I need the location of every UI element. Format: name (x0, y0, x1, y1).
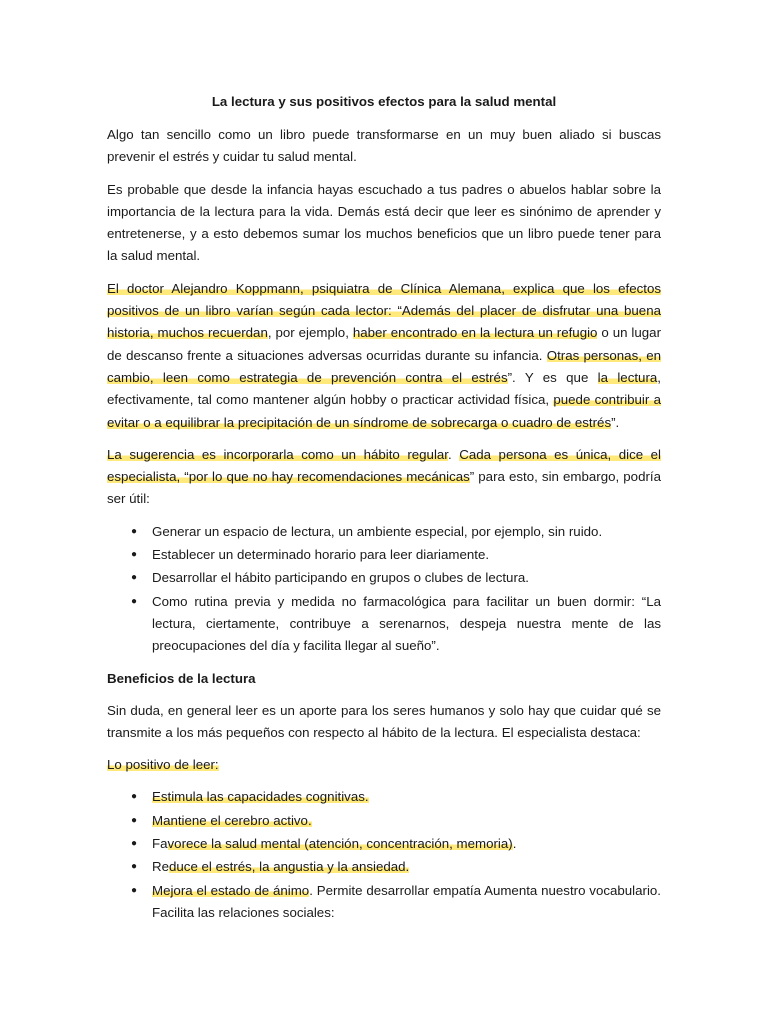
paragraph-suggestion (107, 444, 661, 511)
page-title: La lectura y sus positivos efectos para la salud mental (211, 94, 557, 109)
highlight: haber encontrado en la lectura un refugio (352, 325, 598, 341)
highlight: Mantiene el cerebro activo. (152, 812, 312, 828)
highlight: Otras personas, en cambio, leen como estrategia de prevención contra el estrés (107, 347, 661, 385)
list-item (152, 856, 661, 878)
highlight: puede contribuir a evitar o a equilibrar la precipitación de un síndrome de sobrecarga o cuadro de estrés (107, 392, 661, 430)
text-run: ”. Y es que (507, 369, 598, 385)
text-run: Re (152, 859, 169, 875)
section-heading-benefits: Beneficios de la lectura (107, 670, 256, 686)
paragraph-doctor-quote (107, 278, 661, 434)
text-run: . (512, 836, 517, 852)
text-run: Fa (152, 836, 168, 852)
tips-list (107, 521, 661, 658)
highlight: la lectura (597, 369, 658, 385)
text-run: , efectivamente, tal como mantener algún hobby o practicar actividad física, (107, 369, 661, 408)
highlight: La sugerencia es incorporarla como un hábito regular (107, 446, 448, 462)
list-item: ● Establecer un determinado horario para leer diariamente. (152, 544, 661, 566)
text-run: . (448, 446, 460, 462)
highlight: Estimula las capacidades cognitivas. (152, 789, 369, 805)
text-run: ” para esto, sin embargo, podría ser útil: (107, 469, 661, 507)
highlight: El doctor Alejandro Koppmann, psiquiatra de Clínica Alemana, explica que los efectos positivos de un libro varían según cada lector: “Además del placer de disfrutar una buena historia, muchos recuerdan (107, 280, 661, 341)
text-run: . Permite desarrollar empatía Aumenta nuestro vocabulario. Facilita las relaciones sociales: (152, 882, 661, 920)
paragraph-childhood: Es probable que desde la infancia hayas escuchado a tus padres o abuelos hablar sobre la importancia de la lectura para la vida. Demás está decir que leer es sinónimo de aprender y entretenerse, y a esto debemos sumar los muchos beneficios que un libro puede tener para la salud mental. (107, 181, 661, 264)
text-run: , por ejemplo, (267, 325, 353, 341)
paragraph-benefits: Sin duda, en general leer es un aporte para los seres humanos y solo hay que cuidar qué se transmite a los más pequeños con respecto al hábito de la lectura. El especialista destaca: (107, 702, 661, 740)
list-item: ● Como rutina previa y medida no farmacológica para facilitar un buen dormir: “La lectura, ciertamente, contribuye a serenarnos, despeja nuestra mente de las preocupaciones del día y facilita llegar al sueño”. (152, 591, 661, 658)
highlight: vorece la salud mental (atención, concentración, memoria) (167, 836, 513, 852)
list-item: ● Generar un espacio de lectura, un ambiente especial, por ejemplo, sin ruido. (152, 521, 661, 543)
text-run: o un lugar de descanso frente a situaciones adversas ocurridas durante su infancia. (107, 325, 661, 363)
positive-label (107, 754, 661, 776)
highlight: duce el estrés, la angustia y la ansiedad. (169, 859, 410, 875)
list-item (152, 810, 661, 832)
highlight: Mejora el estado de ánimo (152, 882, 310, 898)
positives-list (107, 786, 661, 924)
highlight: Cada persona es única, dice el especialista, “por lo que no hay recomendaciones mecánicas (107, 446, 661, 485)
highlight: Lo positivo de leer: (107, 757, 219, 773)
list-item: ● Desarrollar el hábito participando en grupos o clubes de lectura. (152, 567, 661, 589)
list-item (152, 833, 661, 855)
list-item (152, 880, 661, 925)
text-run: ”. (611, 414, 620, 430)
paragraph-intro: Algo tan sencillo como un libro puede transformarse en un muy buen aliado si buscas prevenir el estrés y cuidar tu salud mental. (107, 127, 661, 165)
list-item (152, 786, 661, 808)
